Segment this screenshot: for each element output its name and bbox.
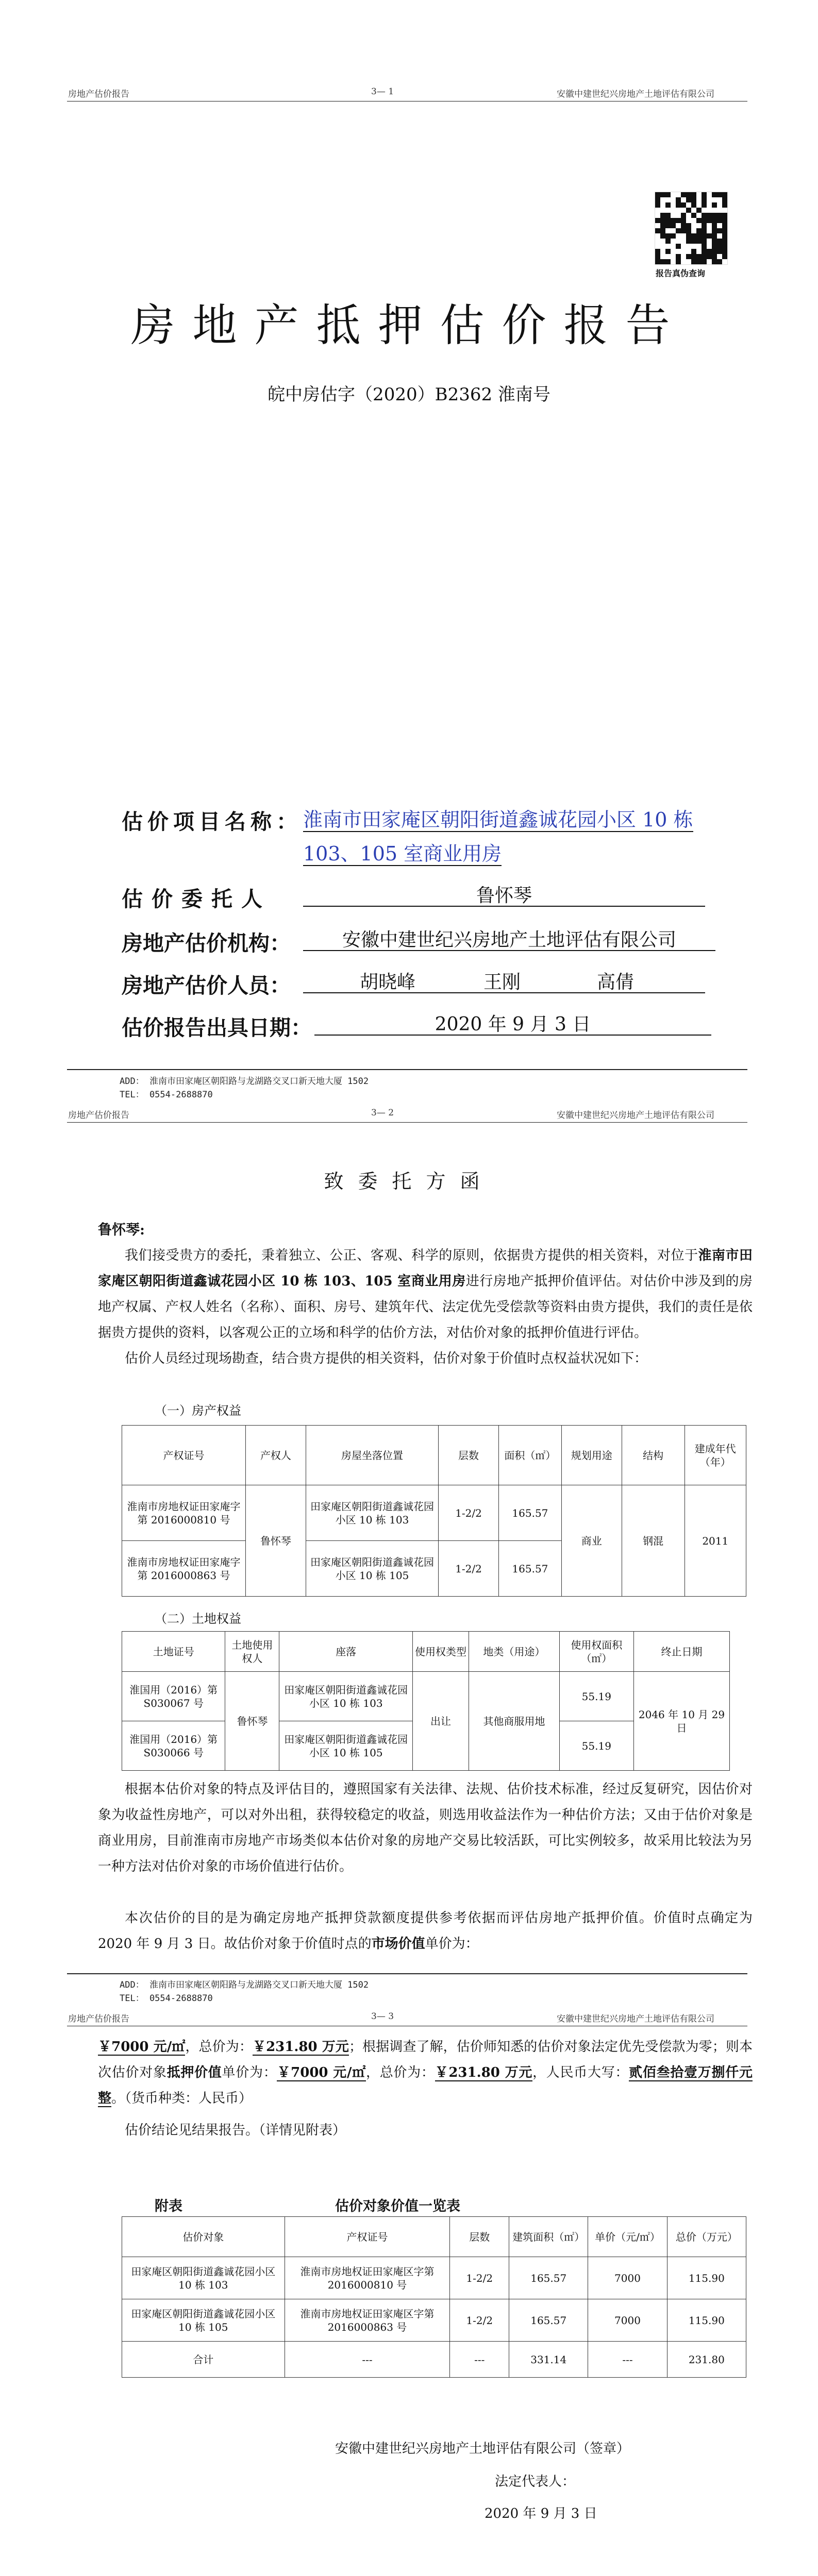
cover-title: 房地产抵押估价报告 [130, 300, 688, 351]
p1-text-end: 进行房地产抵押价值评估。对估价中涉及到的房地产权属、产权人姓名（名称）、面积、房号、建筑年代、法定优先受偿款等资料由贵方提供，我们的责任是依据贵方提供的资料，以客观公正的立场和科学的估价方法，对估价对象的抵押价值进行评估。 [98, 1274, 753, 1341]
p5-text: ，总价为： [365, 2065, 435, 2080]
area-cell: 165.57 [499, 1541, 562, 1597]
table-header: 规划用途 [561, 1426, 622, 1485]
report-date-value: 2020 年 9 月 3 日 [314, 1010, 711, 1036]
appraiser-name: 王刚 [483, 972, 521, 993]
table-cell: 231.80 [667, 2342, 746, 2378]
project-name-value [303, 803, 744, 871]
p4-text: 本次估价的目的是为确定房地产抵押贷款额度提供参考依据而评估房地产抵押价值。价值时点确定为 2020 年 9 月 3 日。故估价对象于价值时点的 [98, 1910, 753, 1952]
land-location-cell: 田家庵区朝阳街道鑫诚花园小区 10 栋 105 [279, 1721, 413, 1771]
table-header: 地类（用途） [469, 1632, 560, 1672]
appraiser-name: 胡晓峰 [360, 972, 416, 993]
letter-title: 致委托方函 [324, 1170, 494, 1193]
project-name-text: 淮南市田家庵区朝阳街道鑫诚花园小区 10 栋 103、105 室商业用房 [303, 808, 693, 865]
agency-value: 安徽中建世纪兴房地产土地评估有限公司 [303, 925, 715, 951]
report-number: 皖中房估字（2020）B2362 淮南号 [268, 384, 550, 405]
table-header: 单价（元/㎡） [588, 2217, 667, 2257]
table-cell: --- [450, 2342, 509, 2378]
letter-paragraph-2: 估价人员经过现场勘查，结合贵方提供的相关资料，估价对象于价值时点权益状况如下： [125, 1351, 648, 1366]
table-cell: 7000 [588, 2257, 667, 2299]
running-header-right: 安徽中建世纪兴房地产土地评估有限公司 [557, 1110, 714, 1121]
table-cell: 165.57 [509, 2299, 588, 2342]
signature-date: 2020 年 9 月 3 日 [485, 2506, 597, 2521]
footer-rule [67, 1973, 747, 1974]
table-cell: 1-2/2 [450, 2257, 509, 2299]
land-location-cell: 田家庵区朝阳街道鑫诚花园小区 10 栋 103 [279, 1672, 413, 1721]
table-header: 建成年代（年） [685, 1426, 746, 1485]
annex-title: 估价对象价值一览表 [335, 2198, 460, 2214]
p4-market-value: 市场价值 [371, 1936, 425, 1952]
table-cell: 合计 [122, 2342, 285, 2378]
running-header-page: 3— 1 [371, 87, 394, 97]
location-cell: 田家庵区朝阳街道鑫诚花园小区 10 栋 105 [306, 1541, 438, 1597]
table-cell: 331.14 [509, 2342, 588, 2378]
land-owner-cell: 鲁怀琴 [225, 1672, 279, 1771]
client-label: 估价委托人 [122, 887, 271, 911]
table-header: 产权证号 [285, 2217, 450, 2257]
table-row-total [122, 2342, 746, 2378]
land-rights-table [122, 1631, 730, 1771]
table-cell: 115.90 [667, 2299, 746, 2342]
mortgage-unit-price: ￥7000 元/㎡ [277, 2065, 366, 2080]
footer-address [120, 1978, 369, 2005]
land-end-cell: 2046 年 10 月 29 日 [634, 1672, 730, 1771]
footer-rule [67, 1069, 747, 1070]
land-area-cell: 55.19 [559, 1721, 633, 1771]
structure-cell: 钢混 [622, 1485, 685, 1597]
use-cell: 商业 [561, 1485, 622, 1597]
table-cell: --- [285, 2342, 450, 2378]
footer-tel: TEL： 0554-2688870 [120, 1090, 213, 1100]
qr-caption: 报告真伪查询 [656, 268, 706, 278]
section-house-rights: （一）房产权益 [155, 1403, 241, 1418]
p5-text: 单价为： [222, 2065, 277, 2080]
appraisers-label: 房地产估价人员： [122, 973, 291, 998]
table-header: 土地证号 [122, 1632, 225, 1672]
running-header-right: 安徽中建世纪兴房地产土地评估有限公司 [557, 2014, 714, 2024]
table-cell: 淮南市房地权证田家庵区字第 2016000810 号 [285, 2257, 450, 2299]
table-header: 总价（万元） [667, 2217, 746, 2257]
table-header: 使用权面积（㎡） [559, 1632, 633, 1672]
p5-text: 。（货币种类：人民币） [111, 2091, 253, 2106]
table-cell: --- [588, 2342, 667, 2378]
footer-address [120, 1075, 369, 1101]
table-row [122, 1485, 746, 1541]
running-header-left: 房地产估价报告 [68, 1110, 129, 1121]
location-cell: 田家庵区朝阳街道鑫诚花园小区 10 栋 103 [306, 1485, 438, 1541]
header-rule [67, 1122, 747, 1123]
p4-text-end: 单价为： [425, 1936, 479, 1952]
table-header: 使用权类型 [413, 1632, 469, 1672]
annex-label: 附表 [155, 2198, 182, 2214]
running-header-page: 3— 3 [371, 2011, 394, 2022]
table-header: 产权人 [245, 1426, 306, 1485]
table-header: 座落 [279, 1632, 413, 1672]
area-cell: 165.57 [499, 1485, 562, 1541]
table-cell: 7000 [588, 2299, 667, 2342]
table-header: 建筑面积（㎡） [509, 2217, 588, 2257]
value-summary-table [122, 2216, 746, 2378]
house-rights-table [122, 1425, 746, 1597]
letter-paragraph-4 [98, 1905, 753, 1957]
report-date-label: 估价报告出具日期： [122, 1015, 312, 1040]
qr-code-icon[interactable] [655, 192, 728, 265]
floors-cell: 1-2/2 [439, 1541, 499, 1597]
table-row [122, 2299, 746, 2342]
client-value: 鲁怀琴 [303, 881, 705, 907]
running-header-page: 3— 2 [371, 1108, 394, 1118]
table-header: 房屋坐落位置 [306, 1426, 438, 1485]
table-cell: 田家庵区朝阳街道鑫诚花园小区 10 栋 105 [122, 2299, 285, 2342]
table-header: 土地使用权人 [225, 1632, 279, 1672]
table-header: 层数 [450, 2217, 509, 2257]
project-name-label: 估价项目名称： [122, 809, 302, 834]
table-header: 层数 [439, 1426, 499, 1485]
land-area-cell: 55.19 [559, 1672, 633, 1721]
agency-label: 房地产估价机构： [122, 931, 291, 956]
market-total-price: ￥231.80 万元 [252, 2039, 349, 2055]
table-header: 终止日期 [634, 1632, 730, 1672]
p5-text: ；根据调查了解，估价师知悉的估价对象法定优先受偿款为零；则本次估价对象 [98, 2039, 753, 2080]
p1-text: 我们接受贵方的委托，秉着独立、公正、客观、科学的原则，依据贵方提供的相关资料，对位于 [125, 1248, 698, 1263]
table-row [122, 2257, 746, 2299]
year-cell: 2011 [685, 1485, 746, 1597]
letter-salutation: 鲁怀琴: [98, 1222, 145, 1238]
table-header: 产权证号 [122, 1426, 246, 1485]
table-header: 估价对象 [122, 2217, 285, 2257]
cert-cell: 淮南市房地权证田家庵字第 2016000810 号 [122, 1485, 246, 1541]
table-cell: 165.57 [509, 2257, 588, 2299]
running-header-left: 房地产估价报告 [68, 89, 129, 99]
table-row [122, 1672, 730, 1721]
floors-cell: 1-2/2 [439, 1485, 499, 1541]
p5-text: ，人民币大写： [532, 2065, 629, 2080]
appraiser-name: 高倩 [597, 972, 635, 993]
p5-text: ，总价为： [185, 2039, 253, 2055]
cert-cell: 淮南市房地权证田家庵字第 2016000863 号 [122, 1541, 246, 1597]
land-cert-cell: 淮国用（2016）第 S030067 号 [122, 1672, 225, 1721]
mortgage-value-label: 抵押价值 [166, 2065, 222, 2080]
table-header: 面积（㎡） [499, 1426, 562, 1485]
land-cert-cell: 淮国用（2016）第 S030066 号 [122, 1721, 225, 1771]
footer-tel: TEL： 0554-2688870 [120, 1993, 213, 2004]
running-header-right: 安徽中建世纪兴房地产土地评估有限公司 [557, 89, 714, 99]
signature-company: 安徽中建世纪兴房地产土地评估有限公司（签章） [335, 2441, 630, 2456]
letter-paragraph-5 [98, 2034, 753, 2111]
mortgage-total-price: ￥231.80 万元 [435, 2065, 533, 2080]
table-header: 结构 [622, 1426, 685, 1485]
appraisers-value [303, 968, 705, 993]
land-type-cell: 出让 [413, 1672, 469, 1771]
letter-paragraph-3: 根据本估价对象的特点及评估目的，遵照国家有关法律、法规、估价技术标准，经过反复研究，因估价对象为收益性房地产，可以对外出租，获得较稳定的收益，则选用收益法作为一种估价方法；又由于估价对象是商业用房，目前淮南市房地产市场类似本估价对象的房地产交易比较活跃，可比实例较多，故采用比较法为另一种方法对估价对象的市场价值进行估价。 [98, 1782, 753, 1874]
signature-representative: 法定代表人： [495, 2474, 576, 2489]
table-cell: 1-2/2 [450, 2299, 509, 2342]
p1-subject: 淮南市田家庵区朝阳街道鑫诚花园小区 10 栋 103、105 室商业用房 [98, 1248, 753, 1289]
running-header-left: 房地产估价报告 [68, 2014, 129, 2024]
footer-add: ADD： 淮南市田家庵区朝阳路与龙湖路交叉口新天地大厦 1502 [120, 1980, 369, 1990]
section-land-rights: （二）土地权益 [155, 1612, 241, 1626]
table-cell: 田家庵区朝阳街道鑫诚花园小区 10 栋 103 [122, 2257, 285, 2299]
letter-paragraph-6: 估价结论见结果报告。（详情见附表） [125, 2123, 346, 2138]
market-unit-price: ￥7000 元/㎡ [98, 2039, 186, 2055]
table-cell: 115.90 [667, 2257, 746, 2299]
mortgage-total-capital: 贰佰叁拾壹万捌仟元整 [98, 2065, 753, 2106]
owner-cell: 鲁怀琴 [245, 1485, 306, 1597]
letter-paragraph-1 [98, 1243, 753, 1346]
table-cell: 淮南市房地权证田家庵区字第 2016000863 号 [285, 2299, 450, 2342]
footer-add: ADD： 淮南市田家庵区朝阳路与龙湖路交叉口新天地大厦 1502 [120, 1076, 369, 1087]
land-use-cell: 其他商服用地 [469, 1672, 560, 1771]
